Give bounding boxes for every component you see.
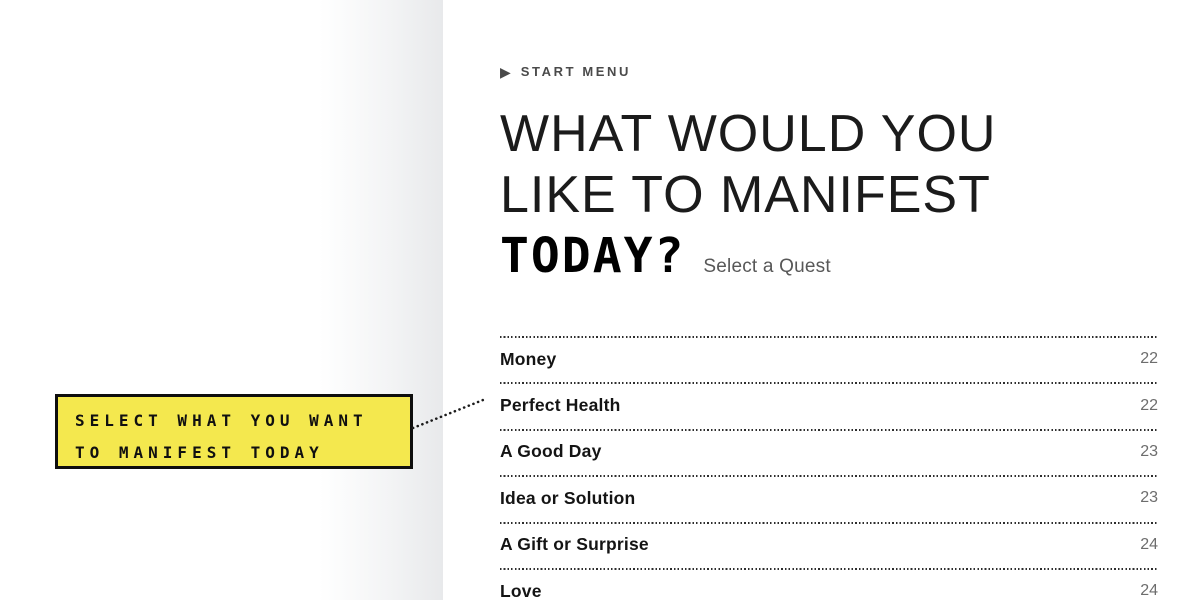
start-menu-panel [500, 0, 1158, 614]
page-title-line3 [500, 226, 1158, 297]
quest-page-number: 24 [1140, 582, 1158, 600]
quest-row-a-good-day[interactable] [500, 429, 1158, 475]
quest-page-number: 22 [1140, 350, 1158, 368]
select-quest-subtitle: Select a Quest [703, 256, 831, 277]
quest-page-number: 24 [1140, 535, 1158, 553]
quest-label: Money [500, 348, 557, 369]
start-menu-kicker-label: START MENU [520, 64, 632, 79]
quest-row-love[interactable] [500, 568, 1158, 614]
start-menu-kicker [500, 64, 1158, 79]
quest-label: A Good Day [500, 441, 602, 462]
play-triangle-icon: ▶ [500, 63, 511, 80]
quest-row-idea-or-solution[interactable] [500, 475, 1158, 521]
annotation-callout [55, 394, 413, 469]
quest-page-number: 23 [1140, 442, 1158, 460]
page-title-line2: LIKE TO MANIFEST [500, 166, 991, 224]
quest-page-number: 22 [1140, 396, 1158, 414]
quest-label: Idea or Solution [500, 487, 636, 508]
left-page-background [0, 0, 443, 600]
page-title-line1: WHAT WOULD YOU [500, 105, 997, 163]
page-title [500, 104, 1158, 297]
quest-row-a-gift-or-surprise[interactable] [500, 522, 1158, 568]
quest-page-number: 23 [1140, 489, 1158, 507]
page-title-pixel-word: TODAY? [500, 228, 686, 284]
annotation-text-line1: SELECT WHAT YOU WANT [75, 411, 368, 430]
quest-list [500, 336, 1158, 614]
quest-label: Perfect Health [500, 395, 621, 416]
quest-label: Love [500, 580, 542, 601]
quest-row-perfect-health[interactable] [500, 382, 1158, 428]
quest-label: A Gift or Surprise [500, 534, 649, 555]
annotation-text-line2: TO MANIFEST TODAY [75, 442, 324, 462]
quest-row-money[interactable] [500, 336, 1158, 382]
